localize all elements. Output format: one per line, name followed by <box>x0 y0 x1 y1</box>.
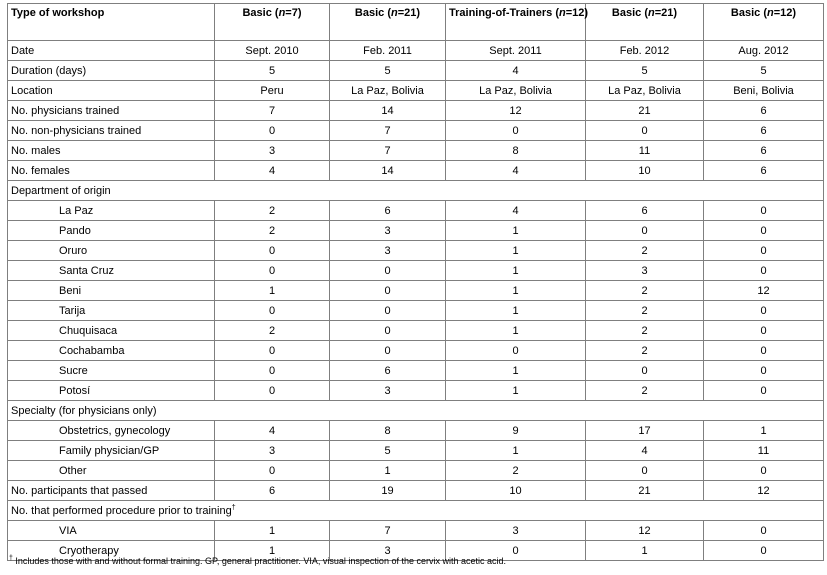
cell-value: 1 <box>704 421 824 441</box>
cell-value: 1 <box>330 461 446 481</box>
cell-value: 3 <box>330 541 446 561</box>
row-label: Sucre <box>8 361 215 381</box>
table-row <box>8 101 824 121</box>
cell-value: 1 <box>446 441 586 461</box>
table-row <box>8 141 824 161</box>
column-header-n: n <box>278 7 286 19</box>
cell-value: 1 <box>215 541 330 561</box>
cell-value: 3 <box>215 141 330 161</box>
section-text: Specialty (for physicians only) <box>11 404 157 417</box>
column-header-prefix: Basic ( <box>354 7 391 19</box>
cell-value: 19 <box>330 481 446 501</box>
cell-value: 0 <box>330 321 446 341</box>
cell-value: 6 <box>704 161 824 181</box>
cell-value: La Paz, Bolivia <box>330 81 446 101</box>
cell-value: 2 <box>215 321 330 341</box>
cell-value: 14 <box>330 161 446 181</box>
section-label <box>8 401 824 421</box>
cell-value: 0 <box>446 341 586 361</box>
cell-value: 2 <box>586 381 704 401</box>
column-header-prefix: Basic ( <box>242 7 279 19</box>
cell-value: 0 <box>704 201 824 221</box>
cell-value: 6 <box>704 141 824 161</box>
cell-value: 1 <box>215 281 330 301</box>
cell-value: Feb. 2012 <box>586 41 704 61</box>
cell-value: 2 <box>586 241 704 261</box>
cell-value: 0 <box>704 321 824 341</box>
cell-value: 1 <box>215 521 330 541</box>
cell-value: 0 <box>215 261 330 281</box>
cell-value: 0 <box>586 121 704 141</box>
cell-value: 0 <box>704 361 824 381</box>
cell-value: 6 <box>704 121 824 141</box>
cell-value: 2 <box>586 301 704 321</box>
cell-value: 1 <box>446 221 586 241</box>
cell-value: 2 <box>215 221 330 241</box>
workshop-table <box>7 3 824 561</box>
column-header <box>446 4 589 41</box>
row-label: Other <box>8 461 215 481</box>
cell-value: 0 <box>330 301 446 321</box>
cell-value: 7 <box>330 521 446 541</box>
footnote <box>9 556 506 566</box>
cell-value: 5 <box>704 61 824 81</box>
cell-value: 3 <box>446 521 586 541</box>
cell-value: 0 <box>215 381 330 401</box>
row-label: Family physician/GP <box>8 441 215 461</box>
row-label: Cochabamba <box>8 341 215 361</box>
footnote-text: Includes those with and without formal training. GP, general practitioner. VIA, visual inspection of the cervix with acetic acid. <box>12 556 506 566</box>
cell-value: 0 <box>330 341 446 361</box>
cell-value: 21 <box>586 101 704 121</box>
table-row <box>8 461 824 481</box>
cell-value: 1 <box>446 281 586 301</box>
row-label: No. physicians trained <box>8 101 215 121</box>
cell-value: 21 <box>586 481 704 501</box>
cell-value: 3 <box>330 221 446 241</box>
cell-value: 7 <box>330 121 446 141</box>
cell-value: 0 <box>215 461 330 481</box>
cell-value: 4 <box>446 161 586 181</box>
cell-value: 8 <box>330 421 446 441</box>
footnote-mark: † <box>231 503 236 511</box>
cell-value: 2 <box>215 201 330 221</box>
table-row <box>8 201 824 221</box>
cell-value: 0 <box>704 521 824 541</box>
section-row <box>8 181 824 201</box>
table-row <box>8 421 824 441</box>
column-header <box>704 4 824 41</box>
cell-value: 10 <box>446 481 586 501</box>
cell-value: 11 <box>586 141 704 161</box>
cell-value: 0 <box>215 121 330 141</box>
table-row <box>8 81 824 101</box>
table-row <box>8 241 824 261</box>
cell-value: 6 <box>330 361 446 381</box>
row-label: No. non-physicians trained <box>8 121 215 141</box>
cell-value: 6 <box>330 201 446 221</box>
cell-value: 0 <box>704 541 824 561</box>
cell-value: 2 <box>586 321 704 341</box>
table-row <box>8 161 824 181</box>
footnote-mark: † <box>9 555 13 562</box>
row-label: VIA <box>8 521 215 541</box>
table-row <box>8 361 824 381</box>
table-row <box>8 121 824 141</box>
cell-value: 0 <box>704 261 824 281</box>
table-row <box>8 261 824 281</box>
cell-value: 6 <box>586 201 704 221</box>
section-row <box>8 501 824 521</box>
cell-value: 4 <box>586 441 704 461</box>
column-header <box>330 4 446 41</box>
section-row <box>8 401 824 421</box>
cell-value: 8 <box>446 141 586 161</box>
cell-value: Beni, Bolivia <box>704 81 824 101</box>
cell-value: 0 <box>586 221 704 241</box>
cell-value: 12 <box>704 281 824 301</box>
column-header-n: n <box>648 7 655 19</box>
cell-value: 3 <box>330 381 446 401</box>
column-header-suffix: =12) <box>773 7 797 19</box>
cell-value: 4 <box>446 201 586 221</box>
cell-value: 6 <box>215 481 330 501</box>
table-body <box>8 41 824 561</box>
column-header <box>586 4 704 41</box>
cell-value: 7 <box>330 141 446 161</box>
cell-value: 1 <box>446 301 586 321</box>
row-label: Cryotherapy <box>8 541 215 561</box>
cell-value: 7 <box>215 101 330 121</box>
table-row <box>8 381 824 401</box>
table-row <box>8 61 824 81</box>
column-header <box>215 4 330 41</box>
row-label: Location <box>8 81 215 101</box>
section-label <box>8 501 824 521</box>
cell-value: 5 <box>330 61 446 81</box>
cell-value: La Paz, Bolivia <box>586 81 704 101</box>
cell-value: 9 <box>446 421 586 441</box>
cell-value: Sept. 2011 <box>446 41 586 61</box>
cell-value: 2 <box>446 461 586 481</box>
cell-value: 0 <box>704 241 824 261</box>
row-label: No. females <box>8 161 215 181</box>
cell-value: 12 <box>446 101 586 121</box>
section-text: No. that performed procedure prior to training <box>11 504 232 517</box>
table-row <box>8 41 824 61</box>
table-row <box>8 301 824 321</box>
cell-value: 0 <box>446 541 586 561</box>
cell-value: 0 <box>586 361 704 381</box>
row-label: Oruro <box>8 241 215 261</box>
section-text: Department of origin <box>11 184 111 197</box>
cell-value: 0 <box>330 281 446 301</box>
column-header-prefix: Training-of-Trainers ( <box>449 7 560 19</box>
column-header-n: n <box>391 7 398 19</box>
cell-value: 4 <box>215 421 330 441</box>
row-label: Duration (days) <box>8 61 215 81</box>
table-row <box>8 441 824 461</box>
section-label <box>8 181 824 201</box>
row-label: Pando <box>8 221 215 241</box>
cell-value: 0 <box>446 121 586 141</box>
cell-value: 0 <box>215 301 330 321</box>
cell-value: 0 <box>215 341 330 361</box>
column-header-n: n <box>559 7 566 19</box>
row-label: Date <box>8 41 215 61</box>
cell-value: 4 <box>215 161 330 181</box>
cell-value: 0 <box>704 461 824 481</box>
column-header-prefix: Basic ( <box>611 7 648 19</box>
cell-value: 1 <box>586 541 704 561</box>
table-row <box>8 281 824 301</box>
cell-value: 0 <box>704 381 824 401</box>
table-row <box>8 341 824 361</box>
table-row <box>8 321 824 341</box>
cell-value: 1 <box>446 241 586 261</box>
row-label: Beni <box>8 281 215 301</box>
cell-value: 0 <box>330 261 446 281</box>
cell-value: 17 <box>586 421 704 441</box>
cell-value: 0 <box>215 241 330 261</box>
cell-value: 0 <box>215 361 330 381</box>
header-row-label: Type of workshop <box>8 4 215 41</box>
row-label: Tarija <box>8 301 215 321</box>
cell-value: 2 <box>586 281 704 301</box>
cell-value: 12 <box>586 521 704 541</box>
row-label: Obstetrics, gynecology <box>8 421 215 441</box>
header-row <box>8 4 824 41</box>
cell-value: 0 <box>704 221 824 241</box>
table-row <box>8 481 824 501</box>
cell-value: Sept. 2010 <box>215 41 330 61</box>
row-label: Chuquisaca <box>8 321 215 341</box>
cell-value: 3 <box>215 441 330 461</box>
cell-value: 4 <box>446 61 586 81</box>
column-header-prefix: Basic ( <box>730 7 767 19</box>
column-header-suffix: =21) <box>397 7 421 19</box>
cell-value: 3 <box>586 261 704 281</box>
column-header-suffix: =21) <box>654 7 678 19</box>
cell-value: 5 <box>330 441 446 461</box>
cell-value: 12 <box>704 481 824 501</box>
cell-value: 10 <box>586 161 704 181</box>
column-header-suffix: =12) <box>565 7 589 19</box>
cell-value: 0 <box>704 301 824 321</box>
row-label: La Paz <box>8 201 215 221</box>
cell-value: 6 <box>704 101 824 121</box>
row-label: Santa Cruz <box>8 261 215 281</box>
cell-value: 1 <box>446 321 586 341</box>
cell-value: 1 <box>446 261 586 281</box>
row-label: No. males <box>8 141 215 161</box>
cell-value: 2 <box>586 341 704 361</box>
row-label: No. participants that passed <box>8 481 215 501</box>
cell-value: 3 <box>330 241 446 261</box>
cell-value: 1 <box>446 381 586 401</box>
column-header-suffix: =7) <box>285 7 302 19</box>
cell-value: 5 <box>586 61 704 81</box>
cell-value: 14 <box>330 101 446 121</box>
table-row <box>8 521 824 541</box>
cell-value: 0 <box>586 461 704 481</box>
cell-value: 11 <box>704 441 824 461</box>
cell-value: 0 <box>704 341 824 361</box>
row-label: Potosí <box>8 381 215 401</box>
cell-value: Feb. 2011 <box>330 41 446 61</box>
table-row <box>8 221 824 241</box>
cell-value: Aug. 2012 <box>704 41 824 61</box>
cell-value: 5 <box>215 61 330 81</box>
cell-value: Peru <box>215 81 330 101</box>
cell-value: 1 <box>446 361 586 381</box>
column-header-n: n <box>767 7 774 19</box>
cell-value: La Paz, Bolivia <box>446 81 586 101</box>
